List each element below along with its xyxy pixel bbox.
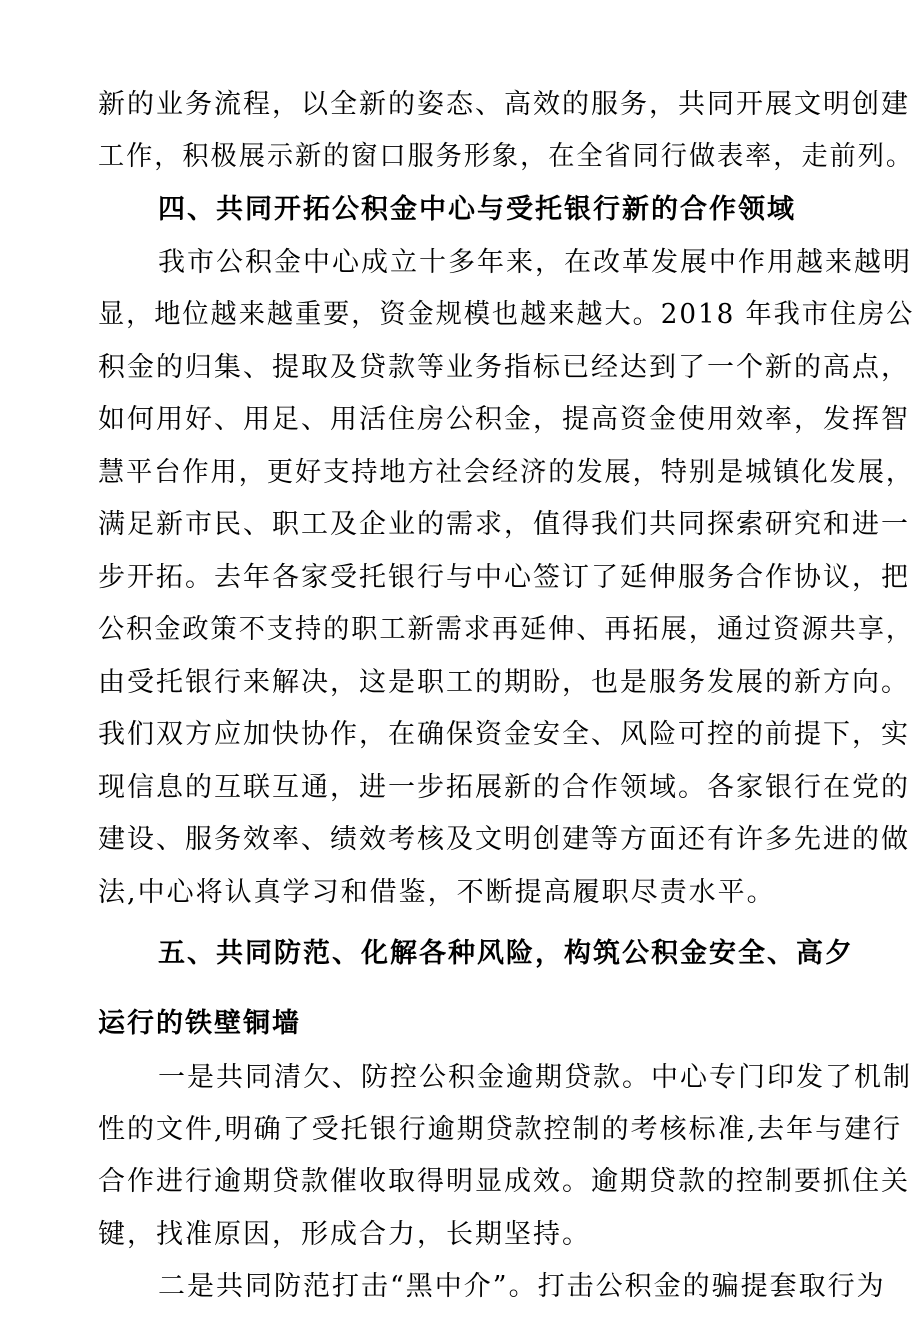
body-text-line: 我们双方应加快协作，在确保资金安全、风险可控的前提下，实 bbox=[98, 719, 910, 750]
body-text-line: 键，找准原因，形成合力，长期坚持。 bbox=[98, 1219, 591, 1250]
body-text-line: 性的文件,明确了受托银行逾期贷款控制的考核标准,去年与建行 bbox=[98, 1114, 903, 1145]
section-heading-5-continuation: 运行的铁壁铜墙 bbox=[98, 1008, 301, 1039]
body-text-line: 由受托银行来解决，这是职工的期盼，也是服务发展的新方向。 bbox=[98, 667, 910, 698]
body-text-line: 步开拓。去年各家受托银行与中心签订了延伸服务合作协议，把 bbox=[98, 562, 910, 593]
body-text-line: 法,中心将认真学习和借鉴，不断提高履职尽责水平。 bbox=[98, 877, 776, 908]
body-text-line: 工作，积极展示新的窗口服务形象，在全省同行做表率，走前列。 bbox=[98, 141, 914, 172]
body-text-line: 慧平台作用，更好支持地方社会经济的发展，特别是城镇化发展， bbox=[98, 457, 914, 488]
section-heading-5: 五、共同防范、化解各种风险，构筑公积金安全、高夕 bbox=[158, 938, 854, 969]
body-text-line: 新的业务流程，以全新的姿态、高效的服务，共同开展文明创建 bbox=[98, 89, 910, 120]
body-text-line: 满足新市民、职工及企业的需求，值得我们共同探索研究和进一 bbox=[98, 509, 910, 540]
body-text-line: 二是共同防范打击“黑中介”。打击公积金的骗提套取行为 bbox=[158, 1271, 886, 1302]
body-text-line: 一是共同清欠、防控公积金逾期贷款。中心专门印发了机制 bbox=[158, 1062, 912, 1093]
body-text-line: 公积金政策不支持的职工新需求再延伸、再拓展，通过资源共享， bbox=[98, 614, 914, 645]
section-heading-4: 四、共同开拓公积金中心与受托银行新的合作领域 bbox=[158, 194, 796, 225]
body-text-line: 建设、服务效率、绩效考核及文明创建等方面还有许多先进的做 bbox=[98, 824, 910, 855]
body-text-line: 积金的归集、提取及贷款等业务指标已经达到了一个新的高点， bbox=[98, 352, 910, 383]
body-text-line: 我市公积金中心成立十多年来，在改革发展中作用越来越明 bbox=[158, 247, 912, 278]
body-text-line: 显，地位越来越重要，资金规模也越来越大。2018 年我市住房公 bbox=[98, 299, 915, 330]
body-text-line: 现信息的互联互通，进一步拓展新的合作领域。各家银行在党的 bbox=[98, 772, 910, 803]
body-text-line: 合作进行逾期贷款催收取得明显成效。逾期贷款的控制要抓住关 bbox=[98, 1166, 910, 1197]
body-text-line: 如何用好、用足、用活住房公积金，提高资金使用效率，发挥智 bbox=[98, 404, 910, 435]
